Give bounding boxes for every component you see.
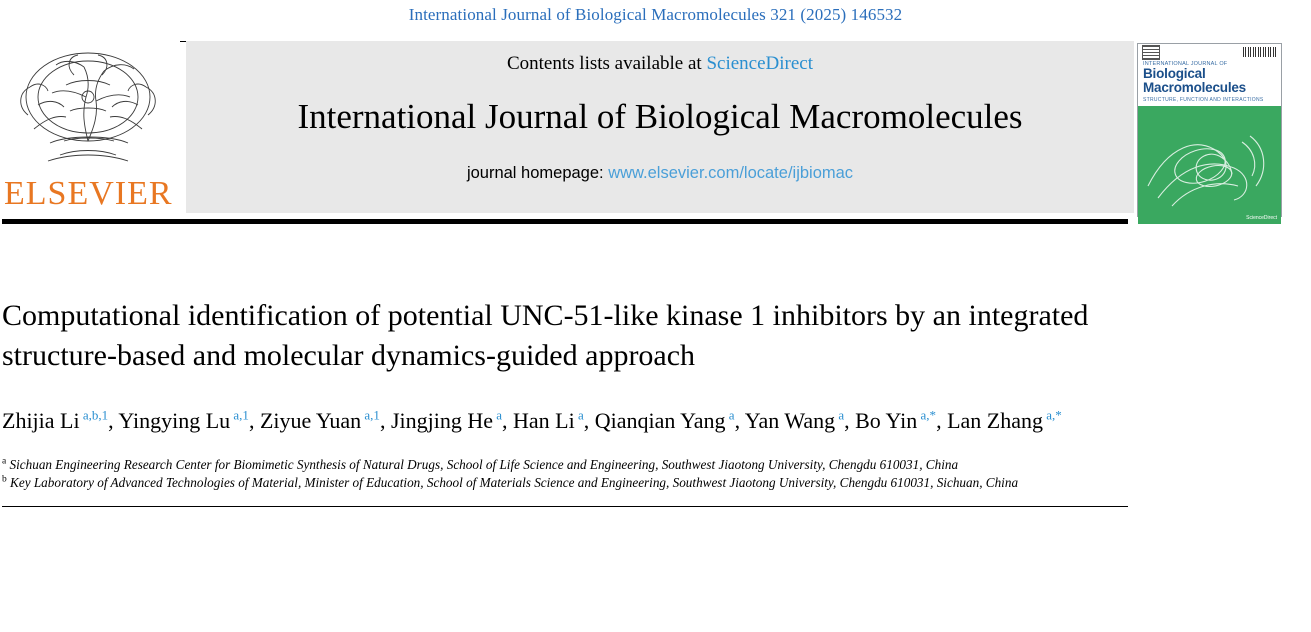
affiliation-mark: a [2,457,7,467]
cover-subtitle: STRUCTURE, FUNCTION AND INTERACTIONS [1143,96,1264,103]
author-separator: , [502,408,514,434]
author-separator: , [734,408,745,434]
affiliation-mark: b [2,474,7,485]
publisher-mark-icon [1142,45,1160,60]
author-name: Bo Yin [855,408,918,434]
author-separator: , [583,408,595,434]
author-separator: , [108,408,119,434]
author-affiliation-mark: a,1 [361,407,380,423]
author-separator: , [844,408,856,434]
affiliation-text: Sichuan Engineering Research Center for Biomimetic Synthesis of Natural Drugs, School of Life Science and Engineering, Southwest Jiaotong University, Chengdu 610031, China [6,457,959,473]
cover-top-bar [1138,44,1281,60]
author-affiliation-mark: a [835,407,845,423]
cover-artwork [1138,106,1281,224]
journal-title: International Journal of Biological Macromolecules [297,97,1023,136]
author-affiliation-mark: a,* [1042,407,1062,423]
author-name: Zhijia Li [2,408,80,434]
journal-banner [186,41,1134,213]
elsevier-logo [2,41,180,213]
author-name: Yan Wang [744,408,836,434]
author-separator: , [936,408,948,434]
author-name: Qianqian Yang [594,408,726,434]
barcode-icon [1243,47,1277,57]
author-affiliation-mark: a [725,407,735,423]
running-head: International Journal of Biological Macromolecules 321 (2025) 146532 [408,5,903,24]
journal-cover-cell [1140,41,1285,221]
contents-prefix: Contents lists available at [506,53,707,74]
author-name: Han Li [513,408,575,434]
cover-kicker: INTERNATIONAL JOURNAL OF [1143,61,1228,67]
author-affiliation-mark: a,* [917,407,937,423]
homepage-line [186,164,1134,183]
sciencedirect-link[interactable]: ScienceDirect [706,53,814,74]
article-title: Computational identification of potential UNC-51-like kinase 1 inhibitors by an integrated structure-based and molecular dynamics-guided approach [2,299,1089,372]
contents-line [186,41,1134,75]
journal-homepage-link[interactable]: www.elsevier.com/locate/ijbiomac [608,164,854,182]
cover-head [1138,60,1281,106]
elsevier-tree-icon [4,45,172,173]
author-separator: , [379,408,391,434]
affiliation [2,474,1127,492]
author-affiliation-mark: a [493,407,503,423]
masthead-row [2,41,1311,221]
author-name: Ziyue Yuan [259,408,362,434]
cover-footer-label: ScienceDirect [1246,214,1277,221]
affiliation-text: Key Laboratory of Advanced Technologies of Material, Minister of Education, School of Materials Science and Engineering, Southwest Jiaotong University, Chengdu 610031, Sichuan, China [6,475,1019,491]
author-name: Jingjing He [390,408,493,434]
journal-cover-image [1137,43,1282,221]
journal-masthead [2,41,1311,224]
cover-title-line2: Macromolecules [1143,79,1246,95]
author-name: Lan Zhang [947,408,1043,434]
masthead-wrapper [0,41,1311,507]
author-affiliation-mark: a [574,407,584,423]
affiliation-list [2,456,1127,491]
author-affiliation-mark: a,b,1 [79,407,109,423]
article-head-bottom-rule [2,506,1128,507]
homepage-prefix: journal homepage: [466,164,609,182]
masthead-bottom-rule [2,219,1128,224]
author-list [2,405,1142,437]
author-separator: , [248,408,260,434]
article-head [2,224,1311,507]
cover-title-line1: Biological [1143,66,1206,81]
affiliation [2,456,1127,474]
author-name: Yingying Lu [118,408,231,434]
elsevier-wordmark: ELSEVIER [4,175,173,212]
author-affiliation-mark: a,1 [230,407,249,423]
